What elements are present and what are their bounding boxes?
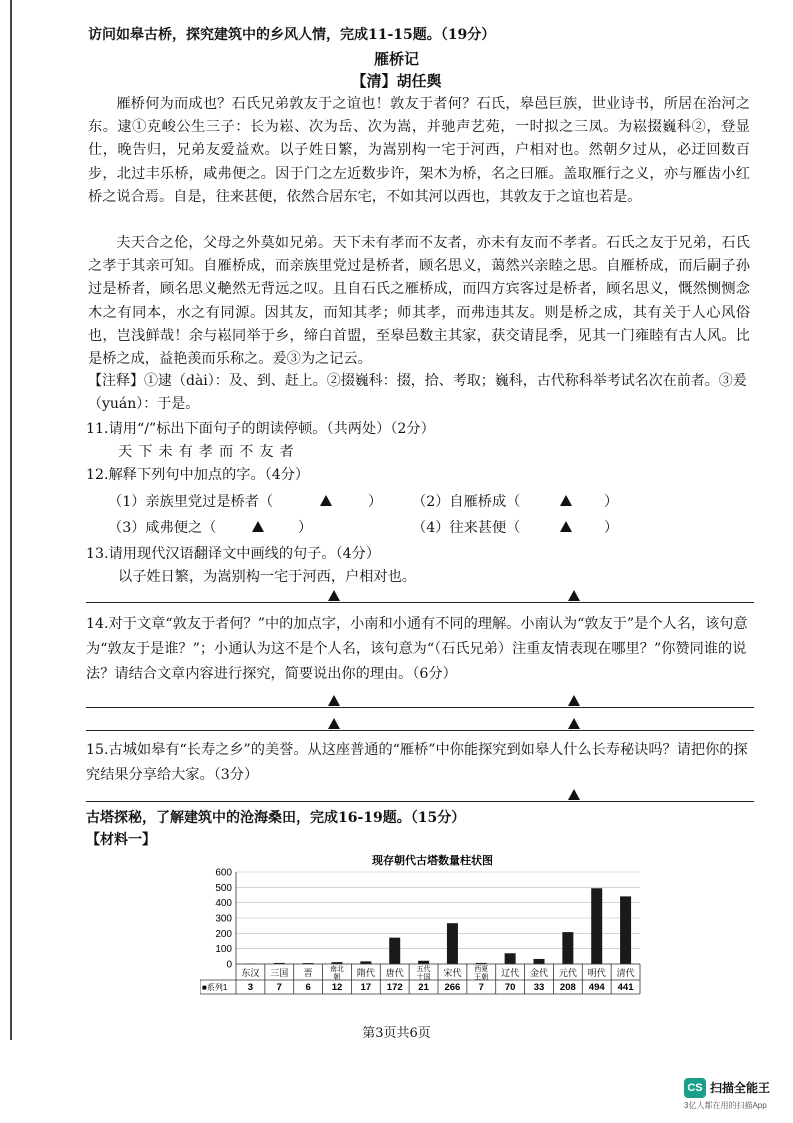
answer-blank-marker xyxy=(328,695,340,706)
x-tick-label: 南北 xyxy=(330,965,344,973)
bar-清代 xyxy=(620,896,631,964)
bar-金代 xyxy=(534,959,545,964)
x-tick-label: 明代 xyxy=(587,969,606,979)
q12-item-1-close: ） xyxy=(368,494,383,510)
data-label: 7 xyxy=(478,982,484,993)
y-tick-label: 400 xyxy=(215,898,232,910)
passage-title: 雁桥记 xyxy=(373,50,419,68)
x-tick-label: 十国 xyxy=(416,973,431,981)
data-label: 70 xyxy=(504,982,516,993)
scanner-watermark xyxy=(684,1076,784,1116)
q12-item-3-close: ） xyxy=(298,520,313,536)
question-13-sentence: 以子姓日繁，为嵩别构一宅于河西，户相对也。 xyxy=(118,569,416,585)
data-label: 12 xyxy=(331,982,343,993)
answer-line xyxy=(86,730,754,731)
y-tick-label: 300 xyxy=(215,913,232,925)
camscanner-logo-icon: CS xyxy=(684,1078,706,1098)
bar-明代 xyxy=(591,888,602,964)
x-tick-label: 朝 xyxy=(333,973,341,981)
legend-series-1: ■系列1 xyxy=(202,983,228,992)
y-tick-label: 200 xyxy=(215,928,232,940)
answer-blank-marker xyxy=(328,590,340,601)
bar-宋代 xyxy=(447,923,458,964)
data-label: 208 xyxy=(559,982,576,993)
bar-五代十国 xyxy=(418,961,429,964)
passage-paragraph-2: 夫天合之伦，父母之外莫如兄弟。天下未有孝而不友者，亦未有友而不孝者。石氏之友于兄弟，石氏之孝于其亲可知。自雁桥成，而亲族里党过是桥者，顾名思义，蔼然兴亲睦之思。自雁桥成，而后嗣子孙过是桥者，顾名思义艴然无背远之叹。且自石氏之雁桥成，而四方宾客过是桥者，顾名思义，慨然恻恻念木之有同本，水之有同源。因其友，而知其孝；师其孝，而弗违其友。则是桥之成，其有关于人心风俗也，岂浅鲜哉！余与崧同举于乡，缔白首盟，至皋邑数主其家，获交请昆季，见其一门雍睦有古人风。比是桥之成，益艳羡而乐称之。爰③为之记云。 xyxy=(88,235,750,368)
x-tick-label: 唐代 xyxy=(385,969,404,979)
data-label: 33 xyxy=(533,982,545,993)
y-tick-label: 100 xyxy=(215,944,232,956)
question-11-sentence: 天下未有孝而不友者 xyxy=(118,444,300,460)
y-tick-label: 0 xyxy=(226,959,232,971)
answer-blank-marker xyxy=(328,718,340,729)
material-1-label: 【材料一】 xyxy=(86,832,156,848)
answer-blank-marker xyxy=(320,495,332,506)
x-tick-label: 元代 xyxy=(558,969,577,979)
answer-blank-marker xyxy=(252,521,264,532)
passage-notes: 【注释】①逮（dài）：及、到、赶上。②掇巍科：掇，拾、考取；巍科，古代称科举考试名次在前者。③爰（yuán）：于是。 xyxy=(88,373,747,412)
q12-item-1: （1）亲族里党过是桥者（ xyxy=(108,494,274,510)
y-tick-label: 600 xyxy=(215,867,232,879)
data-label: 3 xyxy=(247,982,254,993)
answer-blank-marker xyxy=(568,789,580,800)
answer-blank-marker xyxy=(568,718,580,729)
question-15: 15.古城如皋有“长寿之乡”的美誉。从这座普通的“雁桥”中你能探究到如皋人什么长寿秘诀吗？请把你的探究结果分享给大家。（3分） xyxy=(86,742,748,783)
bar-辽代 xyxy=(505,953,516,964)
answer-blank-marker xyxy=(560,521,572,532)
chart-title: 现存朝代古塔数量柱状图 xyxy=(372,854,493,867)
answer-blank-marker xyxy=(568,590,580,601)
y-tick-label: 500 xyxy=(215,882,232,894)
x-tick-label: 金代 xyxy=(529,969,549,979)
x-tick-label: 辽代 xyxy=(501,969,520,979)
question-12: 12.解释下列句中加点的字。（4分） xyxy=(86,467,310,483)
bar-元代 xyxy=(562,932,573,964)
data-label: 17 xyxy=(360,982,372,993)
section2-intro: 古塔探秘，了解建筑中的沧海桑田，完成16-19题。（15分） xyxy=(86,810,466,826)
q12-item-4: （4）往来甚便（ xyxy=(412,520,521,536)
x-tick-label: 西夏 xyxy=(474,965,489,973)
data-label: 6 xyxy=(305,982,311,993)
x-tick-label: 东汉 xyxy=(241,969,260,979)
passage-author: 【清】胡任舆 xyxy=(351,72,442,90)
q12-item-2: （2）自雁桥成（ xyxy=(412,494,521,510)
question-11: 11.请用“/”标出下面句子的朗读停顿。（共两处）（2分） xyxy=(86,421,435,437)
data-label: 7 xyxy=(276,982,282,993)
x-tick-label: 宋代 xyxy=(443,969,462,979)
answer-line xyxy=(86,801,754,802)
answer-blank-marker xyxy=(568,695,580,706)
q12-item-3: （3）咸弗便之（ xyxy=(108,520,217,536)
answer-line xyxy=(86,602,754,603)
data-label: 266 xyxy=(444,982,461,993)
data-label: 172 xyxy=(386,982,403,993)
x-tick-label: 晋 xyxy=(303,969,313,979)
q12-item-4-close: ） xyxy=(604,520,619,536)
passage-paragraph-1: 雁桥何为而成也？石氏兄弟敦友于之谊也！敦友于者何？石氏，皋邑巨族，世业诗书，所居在治河之东。逮①克峻公生三子：长为崧、次为岳、次为嵩，并驰声艺苑，一时拟之三凤。为崧掇巍科②，登显仕，晚告归，兄弟友爱益欢。以子姓日繁，为嵩别构一宅于河西，户相对也。然朝夕过从，必迂回数百步，北过丰乐桥，咸弗便之。因于门之左近数步许，架木为桥，名之曰雁。盖取雁行之义，亦与雁齿小红桥之说合焉。自是，往来甚便，依然合居东宅，不如其河以西也，其敦友于之谊也若是。 xyxy=(88,96,750,205)
x-tick-label: 三国 xyxy=(270,969,289,979)
bar-唐代 xyxy=(389,938,400,964)
pagoda-bar-chart xyxy=(200,852,645,997)
data-label: 21 xyxy=(418,982,429,993)
data-label: 441 xyxy=(617,982,634,993)
x-tick-label: 王朝 xyxy=(474,973,489,981)
data-label: 494 xyxy=(588,982,605,993)
question-13: 13.请用现代汉语翻译文中画线的句子。（4分） xyxy=(86,546,381,562)
x-tick-label: 隋代 xyxy=(356,969,375,979)
answer-blank-marker xyxy=(560,495,572,506)
q12-item-2-close: ） xyxy=(604,494,619,510)
binding-line xyxy=(10,0,12,1040)
x-tick-label: 清代 xyxy=(616,969,635,979)
x-tick-label: 五代 xyxy=(416,965,431,973)
answer-line xyxy=(86,707,754,708)
page-footer: 第3页共6页 xyxy=(362,1026,431,1041)
section1-intro: 访问如皋古桥，探究建筑中的乡风人情，完成11-15题。（19分） xyxy=(88,27,496,43)
watermark-name: 扫描全能王 xyxy=(710,1081,771,1095)
question-14: 14.对于文章“敦友于者何？”中的加点字，小南和小通有不同的理解。小南认为“敦友于”是个人名，该句意为“敦友于是谁？”；小通认为这不是个人名，该句意为“（石氏兄弟）注重友情表现在哪里？”你赞同谁的说法？请结合文章内容进行探究，简要说出你的理由。（6分） xyxy=(86,616,748,682)
watermark-subtitle: 3亿人都在用的扫描App xyxy=(684,1101,767,1110)
